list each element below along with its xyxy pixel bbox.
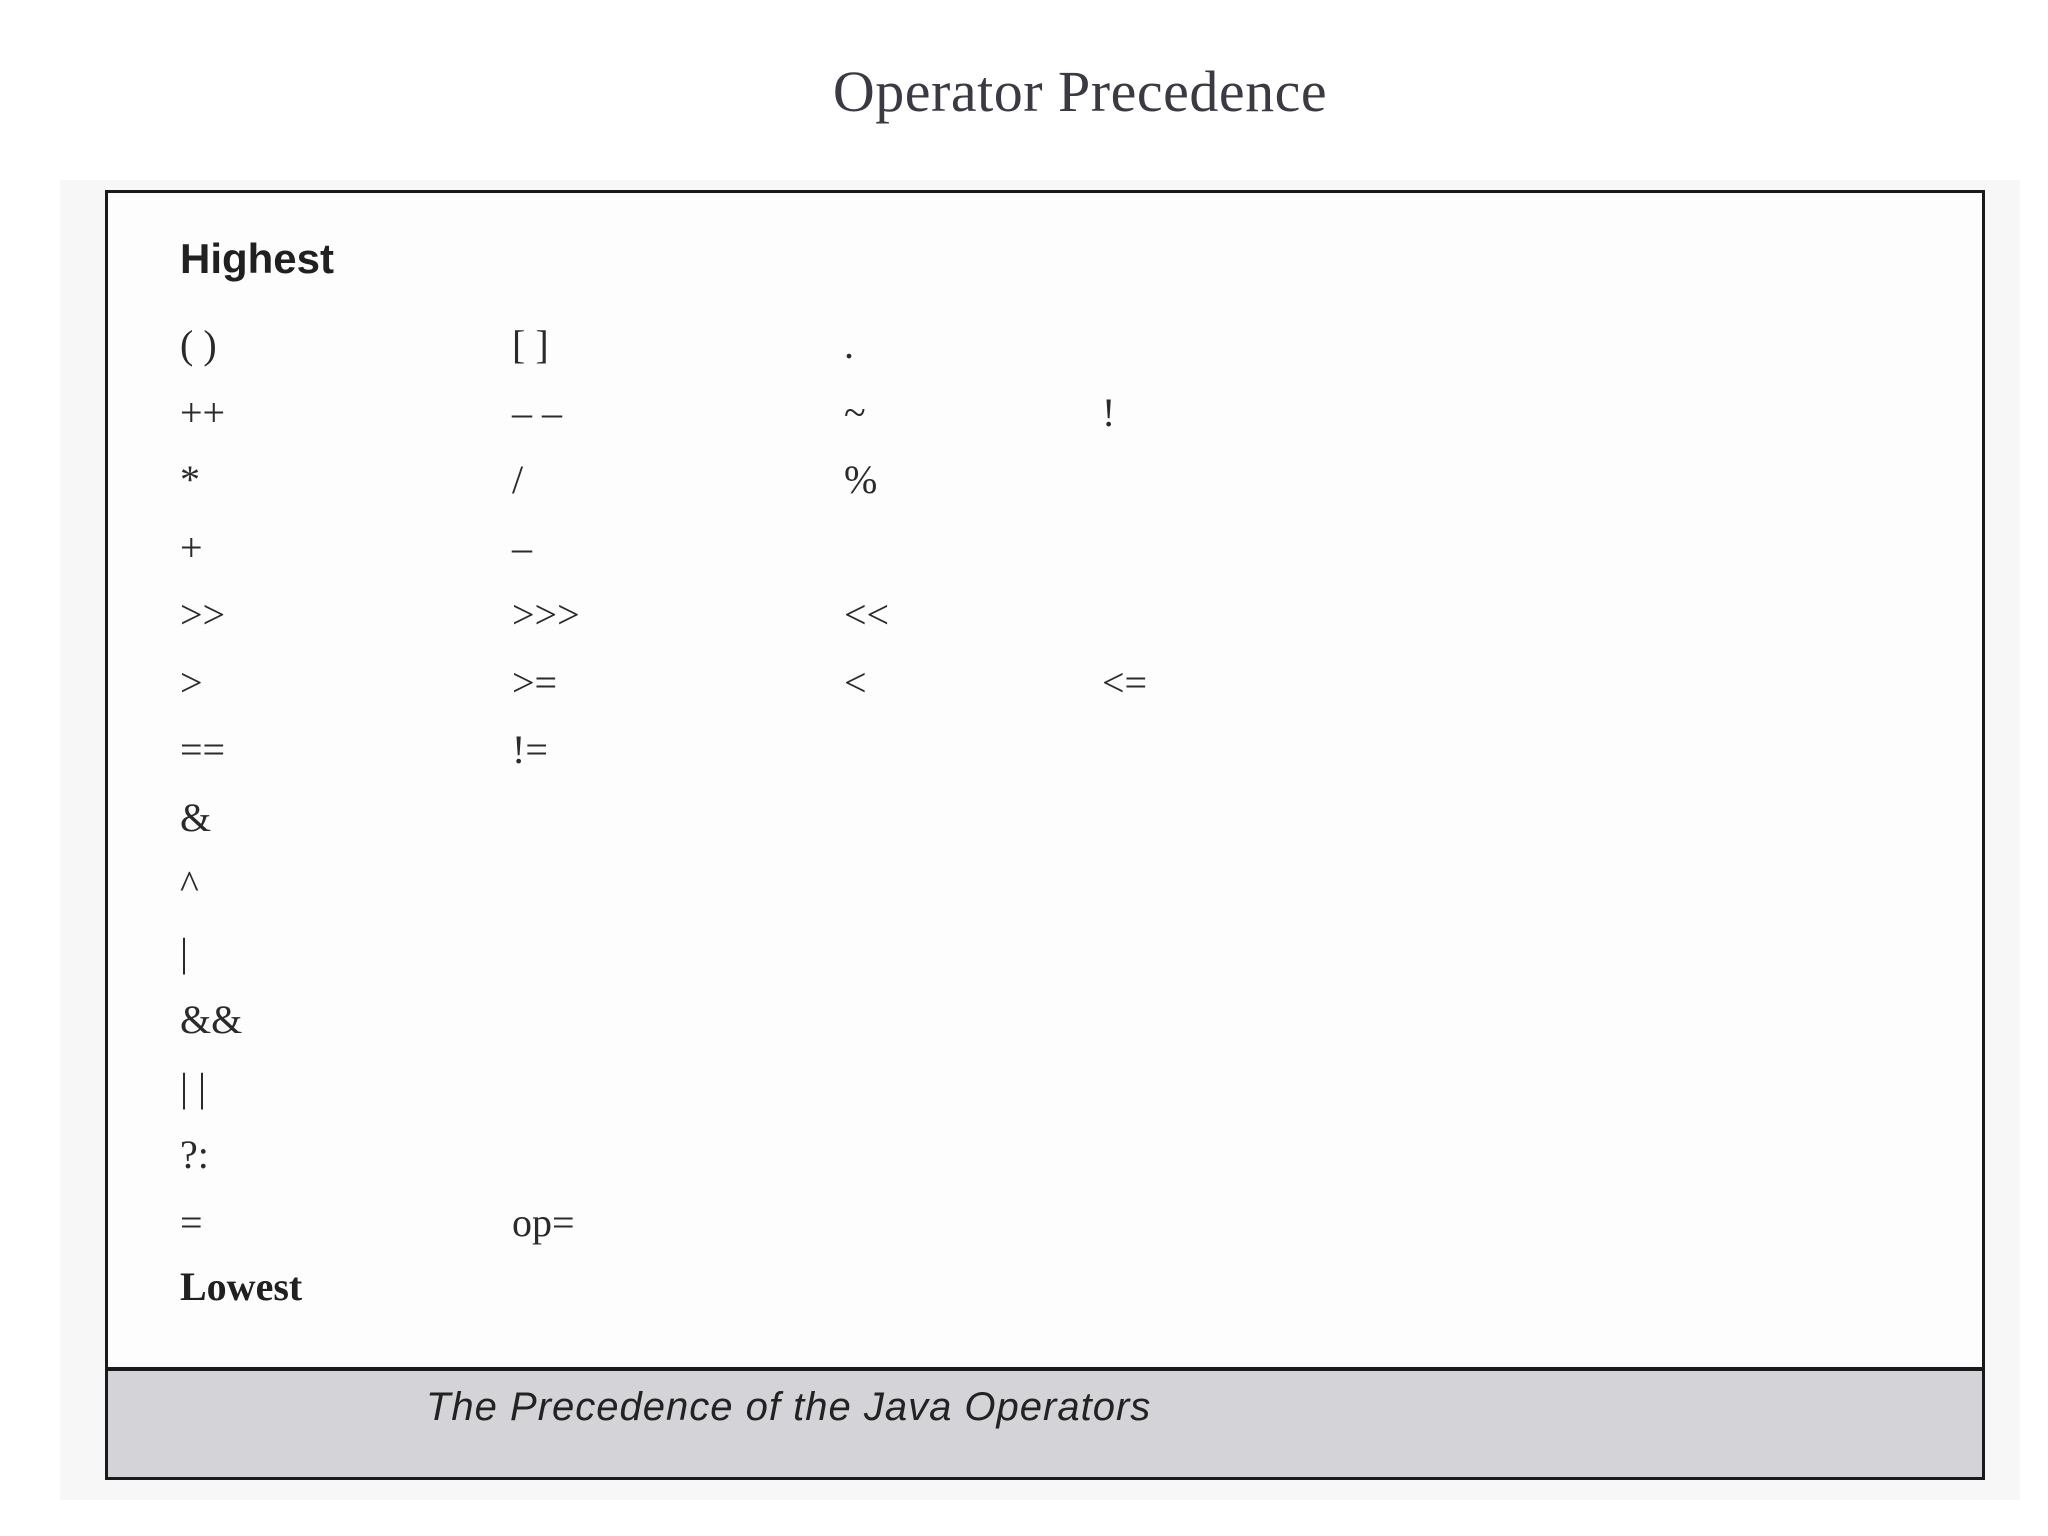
operator-symbol: ~ bbox=[844, 390, 866, 435]
operator-symbol: << bbox=[844, 592, 890, 637]
operator-symbol: + bbox=[180, 525, 203, 570]
operator-symbol: % bbox=[844, 457, 878, 502]
operator-symbol: – – bbox=[512, 390, 562, 435]
operator-row bbox=[180, 1131, 1880, 1191]
operator-row bbox=[180, 389, 1880, 449]
operator-row bbox=[180, 321, 1880, 381]
operator-symbol: && bbox=[180, 997, 243, 1042]
operator-row bbox=[180, 1199, 1880, 1259]
operator-symbol: . bbox=[844, 322, 854, 367]
operator-symbol: < bbox=[844, 660, 867, 705]
operator-row bbox=[180, 726, 1880, 786]
operator-row bbox=[180, 929, 1880, 989]
operator-symbol: | | bbox=[180, 1065, 207, 1110]
operator-row bbox=[180, 996, 1880, 1056]
operator-row bbox=[180, 456, 1880, 516]
operator-row bbox=[180, 524, 1880, 584]
highest-label: Highest bbox=[180, 235, 335, 282]
operator-symbol: >>> bbox=[512, 592, 580, 637]
operator-symbol: <= bbox=[1102, 660, 1148, 705]
operator-symbol: ++ bbox=[180, 390, 226, 435]
operator-row bbox=[180, 591, 1880, 651]
operator-symbol: op= bbox=[512, 1200, 575, 1245]
operator-row bbox=[180, 861, 1880, 921]
operator-symbol: >= bbox=[512, 660, 558, 705]
operator-symbol: > bbox=[180, 660, 203, 705]
operator-symbol: >> bbox=[180, 592, 226, 637]
operator-symbol: [ ] bbox=[512, 322, 549, 367]
operator-symbol: ?: bbox=[180, 1132, 209, 1177]
operator-row bbox=[180, 659, 1880, 719]
operator-symbol: = bbox=[180, 1200, 203, 1245]
operator-symbol: ! bbox=[1102, 390, 1116, 435]
operator-symbol: * bbox=[180, 457, 200, 502]
figure-caption: The Precedence of the Java Operators bbox=[426, 1385, 1152, 1429]
operator-symbol: & bbox=[180, 795, 212, 840]
caption-bar bbox=[108, 1367, 1982, 1477]
operator-row bbox=[180, 1064, 1880, 1124]
operator-symbol: – bbox=[512, 525, 532, 570]
page-title: Operator Precedence bbox=[832, 59, 1328, 124]
operator-symbol: | bbox=[180, 930, 189, 975]
operator-symbol: ( ) bbox=[180, 322, 217, 367]
operator-symbol: != bbox=[512, 727, 548, 772]
operator-row bbox=[180, 794, 1880, 854]
operator-symbol: ^ bbox=[180, 862, 199, 907]
lowest-label: Lowest bbox=[180, 1264, 303, 1309]
operator-symbol: == bbox=[180, 727, 226, 772]
operator-symbol: / bbox=[512, 457, 524, 502]
precedence-figure bbox=[105, 190, 1985, 1480]
